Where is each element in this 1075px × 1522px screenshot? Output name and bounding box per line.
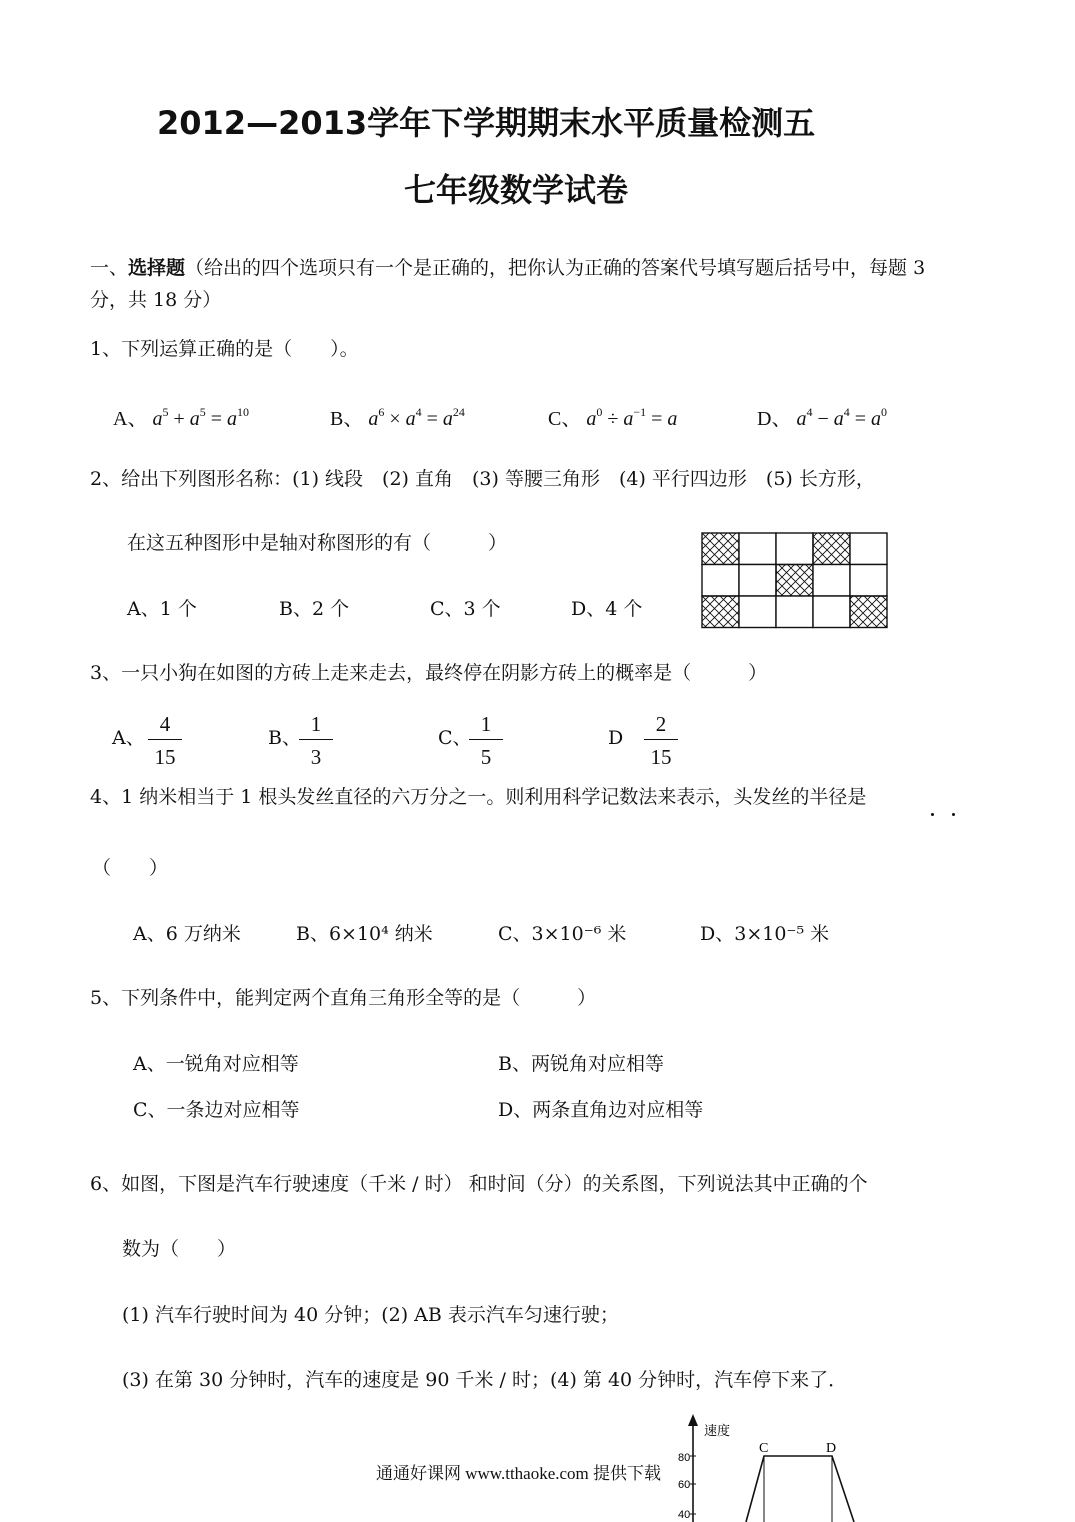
math-base: a — [368, 408, 379, 430]
equals: = — [426, 408, 438, 430]
shaded-tile — [850, 596, 887, 628]
tile — [739, 533, 776, 565]
q3-option-d-fraction — [644, 711, 678, 770]
y-tick-80: 80 — [678, 1452, 691, 1464]
tile — [850, 565, 887, 597]
q5-option-a: A、一锐角对应相等 — [133, 1053, 299, 1075]
question-1-stem: 1、下列运算正确的是（ ）。 — [90, 338, 359, 360]
exponent: 4 — [843, 405, 850, 419]
q5-option-b: B、两锐角对应相等 — [498, 1053, 664, 1075]
numerator: 1 — [310, 712, 322, 736]
math-base: a — [871, 408, 882, 430]
math-base: a — [796, 408, 807, 430]
exponent: 6 — [378, 405, 385, 419]
question-6-statement-2: (3) 在第 30 分钟时，汽车的速度是 90 千米 / 时；(4) 第 40 分钟时，汽车停下来了． — [122, 1369, 848, 1391]
point-c-label: C — [759, 1441, 769, 1456]
q2-option-b: B、2 个 — [279, 598, 350, 620]
shaded-tile — [702, 596, 739, 628]
fraction-bar — [644, 739, 678, 740]
title-line1: 2012—2013学年下学期期末水平质量检测五 — [157, 104, 816, 142]
q1-option-c — [548, 406, 677, 429]
emphasis-dot — [952, 813, 955, 816]
q3-option-d-label: D — [608, 727, 624, 749]
question-5-stem: 5、下列条件中，能判定两个直角三角形全等的是（ ） — [90, 987, 597, 1009]
question-2-sub: 在这五种图形中是轴对称图形的有（ ） — [127, 532, 508, 554]
q3-option-a-label: A、 — [112, 727, 145, 749]
q3-option-c-label: C、 — [438, 727, 472, 749]
shaded-tile — [776, 565, 813, 597]
section-title: 选择题 — [128, 257, 186, 279]
math-base: a — [667, 408, 678, 430]
q3-option-a-fraction — [148, 711, 182, 770]
q2-option-c: C、3 个 — [430, 598, 501, 620]
math-base: a — [189, 408, 200, 430]
q5-option-c: C、一条边对应相等 — [133, 1099, 300, 1121]
q1-option-b — [330, 406, 465, 429]
footer-text: 通通好课网 www.tthaoke.com 提供下载 — [376, 1464, 662, 1483]
emphasis-dot — [931, 813, 934, 816]
tile-grid-figure — [701, 532, 889, 630]
tile — [813, 565, 850, 597]
question-6-stem: 6、如图，下图是汽车行驶速度（千米 / 时） 和时间（分）的关系图，下列说法其中正确的个 — [90, 1173, 868, 1195]
numerator: 1 — [480, 712, 492, 736]
tile — [776, 533, 813, 565]
section1-heading-line2: 分，共 18 分） — [90, 289, 222, 311]
operator: ÷ — [607, 408, 619, 430]
exponent: 4 — [415, 405, 422, 419]
option-label: B、 — [330, 408, 364, 430]
y-tick-60: 60 — [678, 1479, 691, 1491]
q5-option-d: D、两条直角边对应相等 — [498, 1099, 704, 1121]
exponent: 5 — [199, 405, 206, 419]
question-4-paren: （ ） — [92, 857, 169, 879]
section1-heading — [90, 259, 925, 278]
math-base: a — [152, 408, 163, 430]
option-label: A、 — [113, 408, 148, 430]
math-base: a — [623, 408, 634, 430]
question-2-stem: 2、给出下列图形名称：(1) 线段 (2) 直角 (3) 等腰三角形 (4) 平行四边形 (5) 长方形， — [90, 468, 875, 490]
option-label: C、 — [548, 408, 582, 430]
exponent: 24 — [452, 405, 465, 419]
q2-option-a: A、1 个 — [127, 598, 197, 620]
tile — [739, 565, 776, 597]
question-6-statement-1: (1) 汽车行驶时间为 40 分钟；(2) AB 表示汽车匀速行驶； — [122, 1304, 619, 1326]
q4-option-d: D、3×10⁻⁵ 米 — [700, 923, 830, 945]
numerator: 2 — [655, 712, 667, 736]
exponent: 10 — [237, 405, 250, 419]
denominator: 15 — [650, 745, 672, 769]
tile — [850, 533, 887, 565]
y-tick-40: 40 — [678, 1509, 691, 1521]
tile — [813, 596, 850, 628]
section-number: 一、 — [90, 257, 129, 279]
fraction-bar — [299, 739, 333, 740]
exponent: 5 — [162, 405, 169, 419]
tile — [702, 565, 739, 597]
equals: = — [854, 408, 867, 430]
question-4-stem: 4、1 纳米相当于 1 根头发丝直径的六万分之一。则利用科学记数法来表示，头发丝的半径是 — [90, 786, 867, 808]
math-base: a — [586, 408, 597, 430]
question-3-stem: 3、一只小狗在如图的方砖上走来走去，最终停在阴影方砖上的概率是（ ） — [90, 662, 768, 684]
section-instructions: （给出的四个选项只有一个是正确的，把你认为正确的答案代号填写题后括号中，每题 3 — [185, 257, 926, 279]
denominator: 3 — [310, 745, 322, 769]
q2-option-d: D、4 个 — [571, 598, 643, 620]
shaded-tile — [702, 533, 739, 565]
exponent: 0 — [596, 405, 603, 419]
point-d-label: D — [826, 1441, 837, 1456]
speed-line — [746, 1456, 854, 1522]
q1-option-a — [113, 406, 249, 429]
y-axis-arrow — [688, 1414, 698, 1426]
math-base: a — [442, 408, 453, 430]
numerator: 4 — [159, 712, 171, 736]
exponent: −1 — [633, 405, 647, 419]
option-label: D、 — [757, 408, 792, 430]
q4-option-c: C、3×10⁻⁶ 米 — [498, 923, 627, 945]
equals: = — [651, 408, 663, 430]
tile — [739, 596, 776, 628]
question-6-stem2: 数为（ ） — [122, 1238, 237, 1260]
denominator: 5 — [480, 745, 492, 769]
operator: × — [389, 408, 401, 430]
equals: = — [210, 408, 223, 430]
shaded-tile — [813, 533, 850, 565]
exponent: 0 — [881, 405, 888, 419]
y-axis-label: 速度 — [704, 1423, 731, 1438]
q1-option-d — [757, 406, 887, 429]
q3-option-b-label: B、 — [268, 727, 301, 749]
q4-option-a: A、6 万纳米 — [133, 923, 241, 945]
math-base: a — [227, 408, 238, 430]
operator: − — [817, 408, 829, 430]
q3-option-c-fraction — [469, 711, 503, 770]
title-line2: 七年级数学试卷 — [404, 171, 629, 209]
denominator: 15 — [154, 745, 176, 769]
q4-option-b: B、6×10⁴ 纳米 — [296, 923, 433, 945]
math-base: a — [405, 408, 416, 430]
tile — [776, 596, 813, 628]
fraction-bar — [469, 739, 503, 740]
fraction-bar — [148, 739, 182, 740]
speed-time-graph — [666, 1412, 866, 1522]
math-base: a — [833, 408, 844, 430]
exponent: 4 — [806, 405, 813, 419]
q3-option-b-fraction — [299, 711, 333, 770]
operator: + — [173, 408, 185, 430]
